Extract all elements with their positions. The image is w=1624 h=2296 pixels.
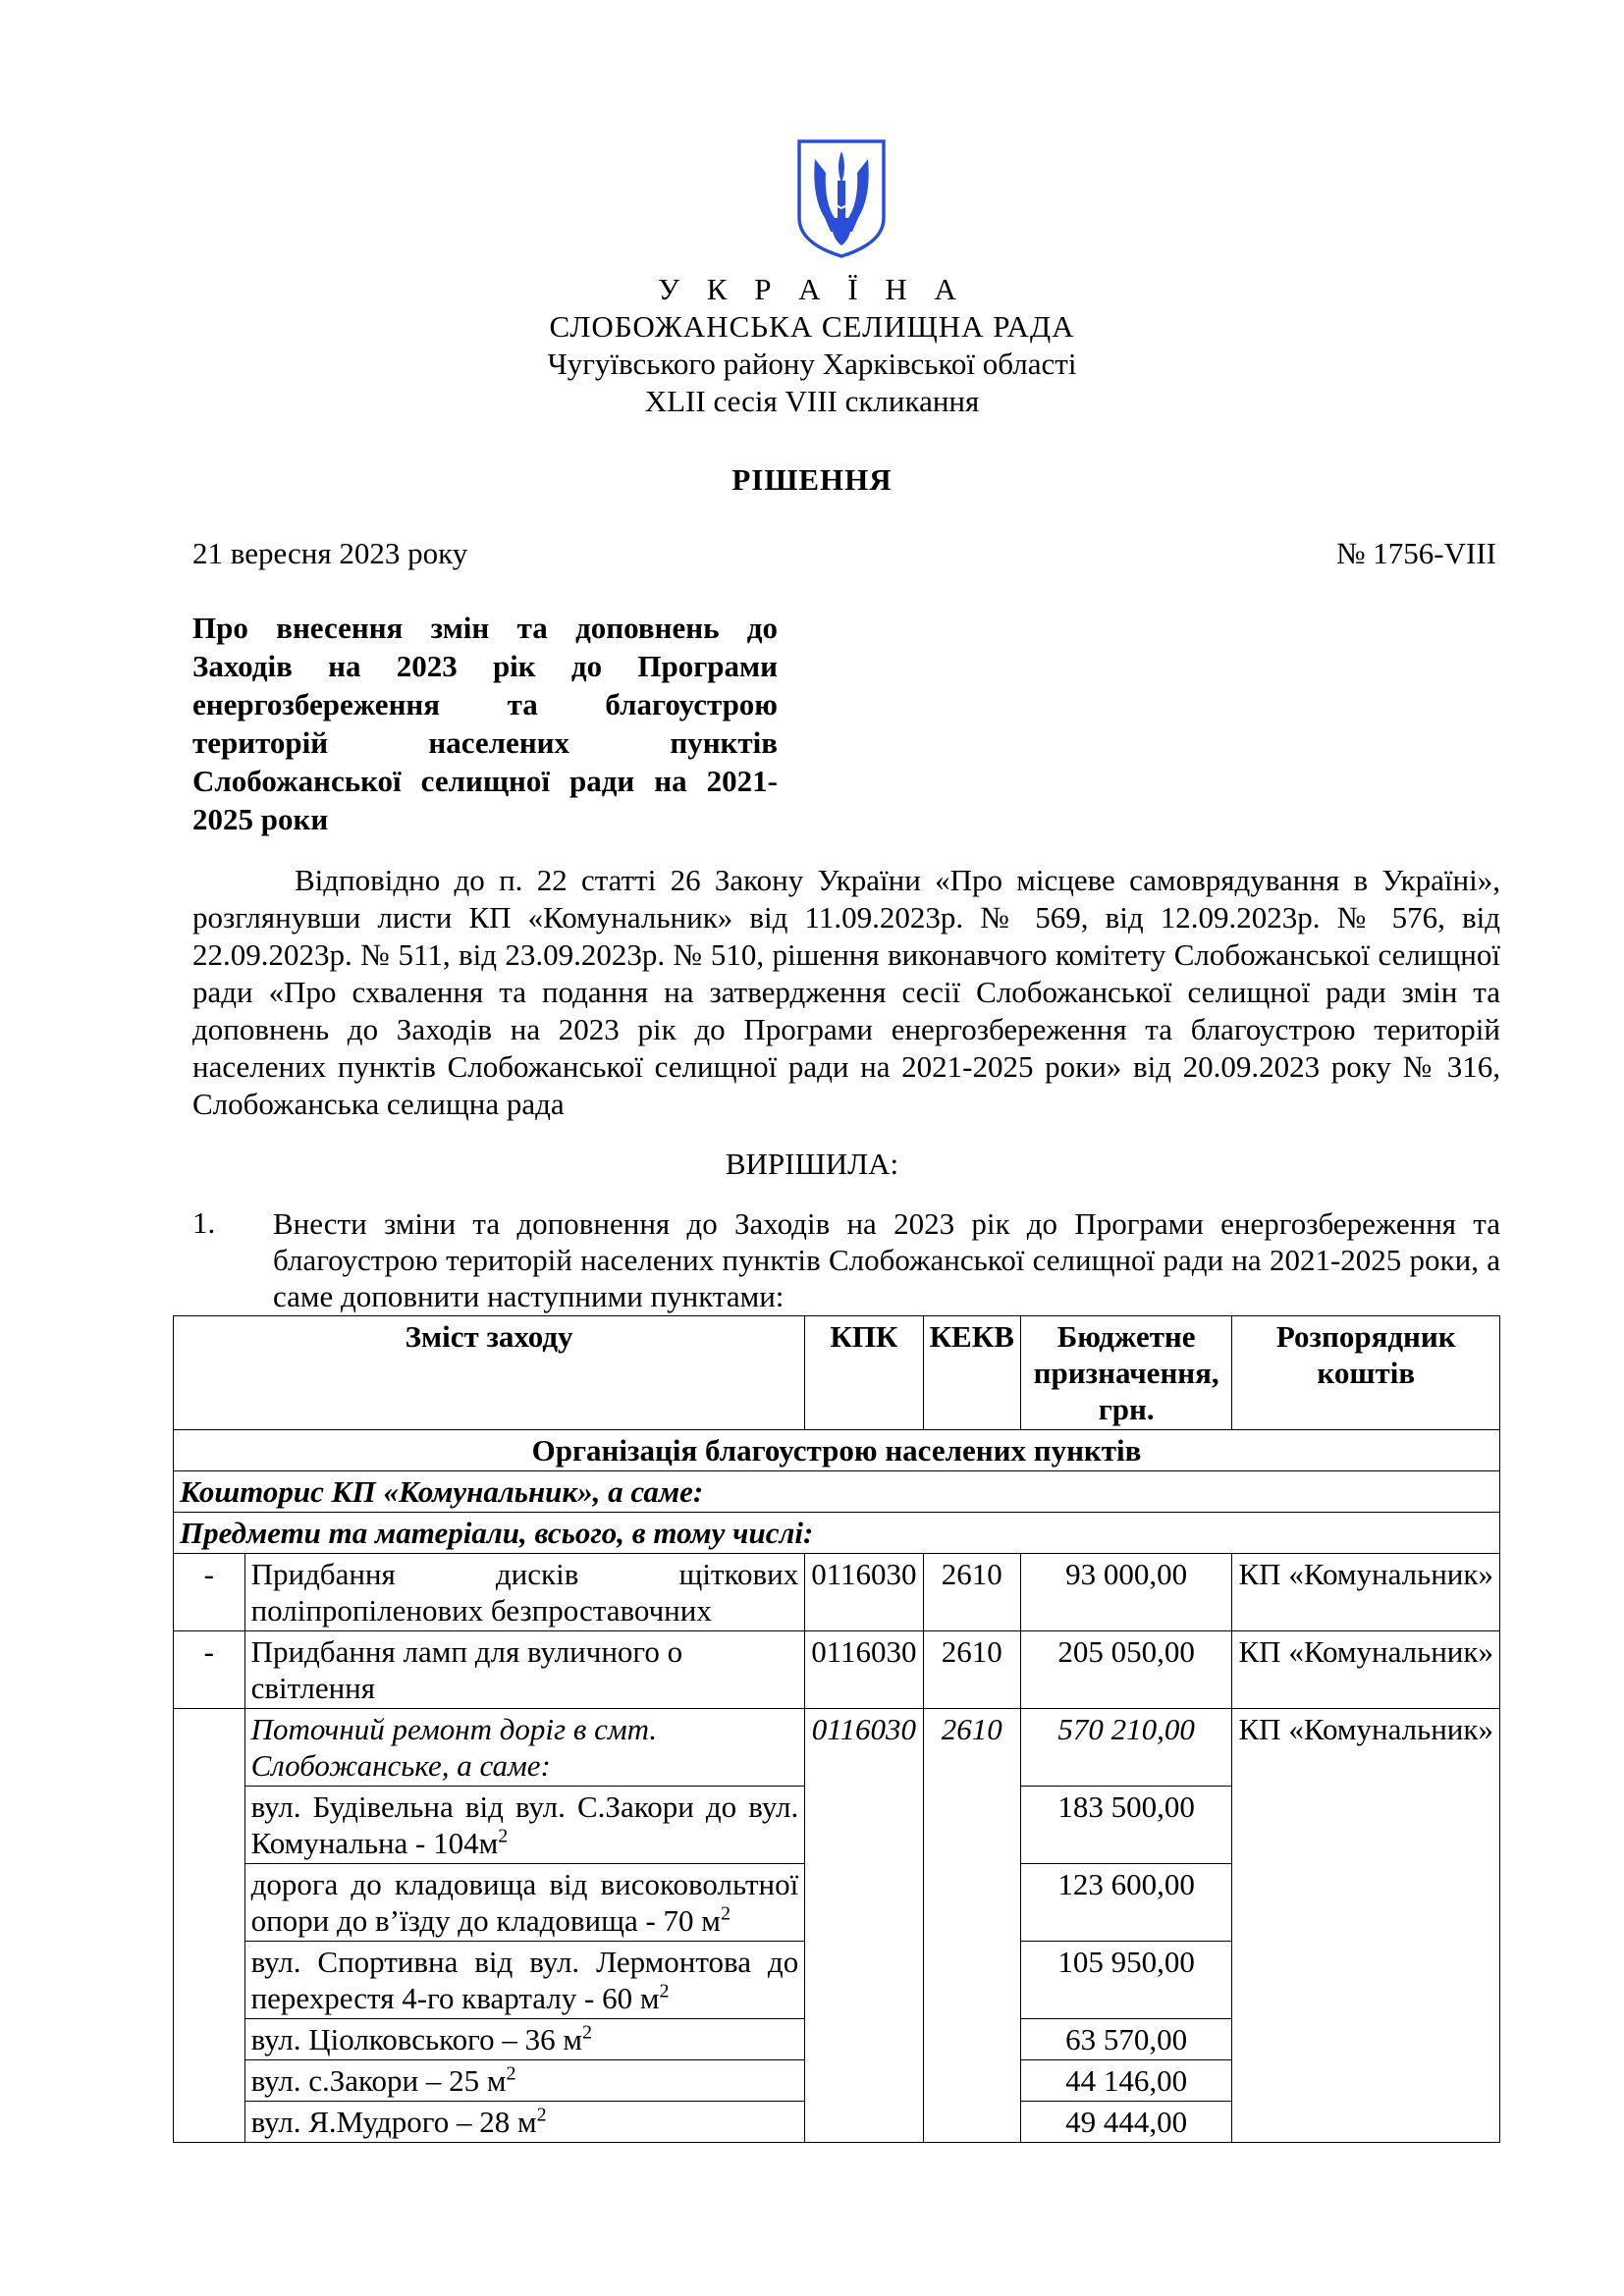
street-amount: 44 146,00: [1020, 2060, 1232, 2102]
subsection-estimate: Кошторис КП «Комунальник», а саме:: [174, 1471, 1500, 1513]
row-manager: КП «Комунальник»: [1232, 1554, 1500, 1631]
header-kekv: КЕКВ: [923, 1316, 1020, 1430]
header-manager: Розпорядник коштів: [1232, 1316, 1500, 1430]
row-marker: -: [174, 1631, 245, 1709]
repair-manager: КП «Комунальник»: [1232, 1709, 1500, 2143]
row-kekv: 2610: [923, 1554, 1020, 1631]
preamble-paragraph: Відповідно до п. 22 статті 26 Закону України «Про місцеве самоврядування в Україні», розглянувши листи КП «Комунальник» від 11.09.2023р. № 569, від 12.09.2023р. № 576, від 22.09.2023р. № 511, від 23.09.2023р. № 510, рішення виконавчого комітету Слобожанської селищної ради «Про схвалення та подання на затвердження сесії Слобожанської селищної ради змін та доповнень до Заходів на 2023 рік до Програми енергозбереження та благоустрою територій населених пунктів Слобожанської селищної ради на 2021-2025 роки» від 20.09.2023 року № 316, Слобожанська селищна рада: [192, 863, 1500, 1121]
table-row: [174, 1709, 1500, 1787]
street-name: вул. Спортивна від вул. Лермонтова до перехрестя 4-го кварталу - 60 $м^2$: [244, 1942, 805, 2019]
street-amount: 123 600,00: [1020, 1864, 1232, 1942]
row-name: Придбання дисків щіткових поліпропіленових безпроставочних: [244, 1554, 805, 1631]
street-amount: 105 950,00: [1020, 1942, 1232, 2019]
table-header-row: [174, 1316, 1500, 1430]
council-heading: СЛОБОЖАНСЬКА СЕЛИЩНА РАДА: [549, 309, 1075, 344]
repair-kpk: 0116030: [805, 1709, 923, 2143]
street-name: дорога до кладовища від високовольтної опори до в’їзду до кладовища - 70 $м^2$: [244, 1864, 805, 1942]
repair-name: Поточний ремонт доріг в смт. Слобожанське, а саме:: [244, 1709, 805, 1787]
header-budget: Бюджетне призначення, грн.: [1020, 1316, 1232, 1430]
decided-heading: ВИРІШИЛА:: [725, 1147, 899, 1181]
district-heading: Чугуївського району Харківської області: [547, 347, 1077, 381]
street-amount: 183 500,00: [1020, 1787, 1232, 1864]
section-row: [174, 1430, 1500, 1471]
row-amount: 205 050,00: [1020, 1631, 1232, 1709]
row-marker-empty: [174, 1709, 245, 2143]
street-name: вул. с.Закори – 25 $м^2$: [244, 2060, 805, 2102]
item-text: Внести зміни та доповнення до Заходів на 2023 рік до Програми енергозбереження та благоустрою територій населених пунктів Слобожанської селищної ради на 2021-2025 роки, а саме доповнити наступними пунктами:: [273, 1206, 1500, 1313]
table-row: [174, 1554, 1500, 1631]
row-manager: КП «Комунальник»: [1232, 1631, 1500, 1709]
session-heading: XLII сесія VIII скликання: [644, 384, 980, 418]
header-content: Зміст заходу: [174, 1316, 805, 1430]
table-row: [174, 1631, 1500, 1709]
header-kpk: КПК: [805, 1316, 923, 1430]
subsection-materials: Предмети та матеріали, всього, в тому числі:: [174, 1513, 1500, 1554]
street-name: вул. Будівельна від вул. С.Закори до вул. Комунальна - $104м^2$: [244, 1787, 805, 1864]
street-name: вул. Ціолковського – 36 $м^2$: [244, 2019, 805, 2060]
street-amount: 49 444,00: [1020, 2102, 1232, 2143]
measures-table: [173, 1315, 1500, 2143]
subsection-row: [174, 1471, 1500, 1513]
street-amount: 63 570,00: [1020, 2019, 1232, 2060]
repair-amount: 570 210,00: [1020, 1709, 1232, 1787]
country-heading: У К Р А Ї Н А: [658, 272, 966, 306]
street-name: вул. Я.Мудрого – 28 $м^2$: [244, 2102, 805, 2143]
row-kpk: 0116030: [805, 1631, 923, 1709]
row-kekv: 2610: [923, 1631, 1020, 1709]
decision-number: № 1756-VIII: [1335, 536, 1496, 570]
decision-date: 21 вересня 2023 року: [192, 536, 468, 570]
item-number: 1.: [192, 1205, 216, 1240]
row-amount: 93 000,00: [1020, 1554, 1232, 1631]
repair-kekv: 2610: [923, 1709, 1020, 2143]
coat-of-arms-emblem: [795, 137, 888, 260]
section-title: Організація благоустрою населених пунктів: [174, 1430, 1500, 1471]
document-type-title: РІШЕННЯ: [731, 462, 893, 497]
row-marker: -: [174, 1554, 245, 1631]
decision-subject: Про внесення змін та доповнень до Заходів на 2023 рік до Програми енергозбереження та благоустрою територій населених пунктів Слобожанської селищної ради на 2021-2025 роки: [192, 611, 778, 836]
row-name: Придбання ламп для вуличного о світлення: [244, 1631, 805, 1709]
subsection-row: [174, 1513, 1500, 1554]
row-kpk: 0116030: [805, 1554, 923, 1631]
